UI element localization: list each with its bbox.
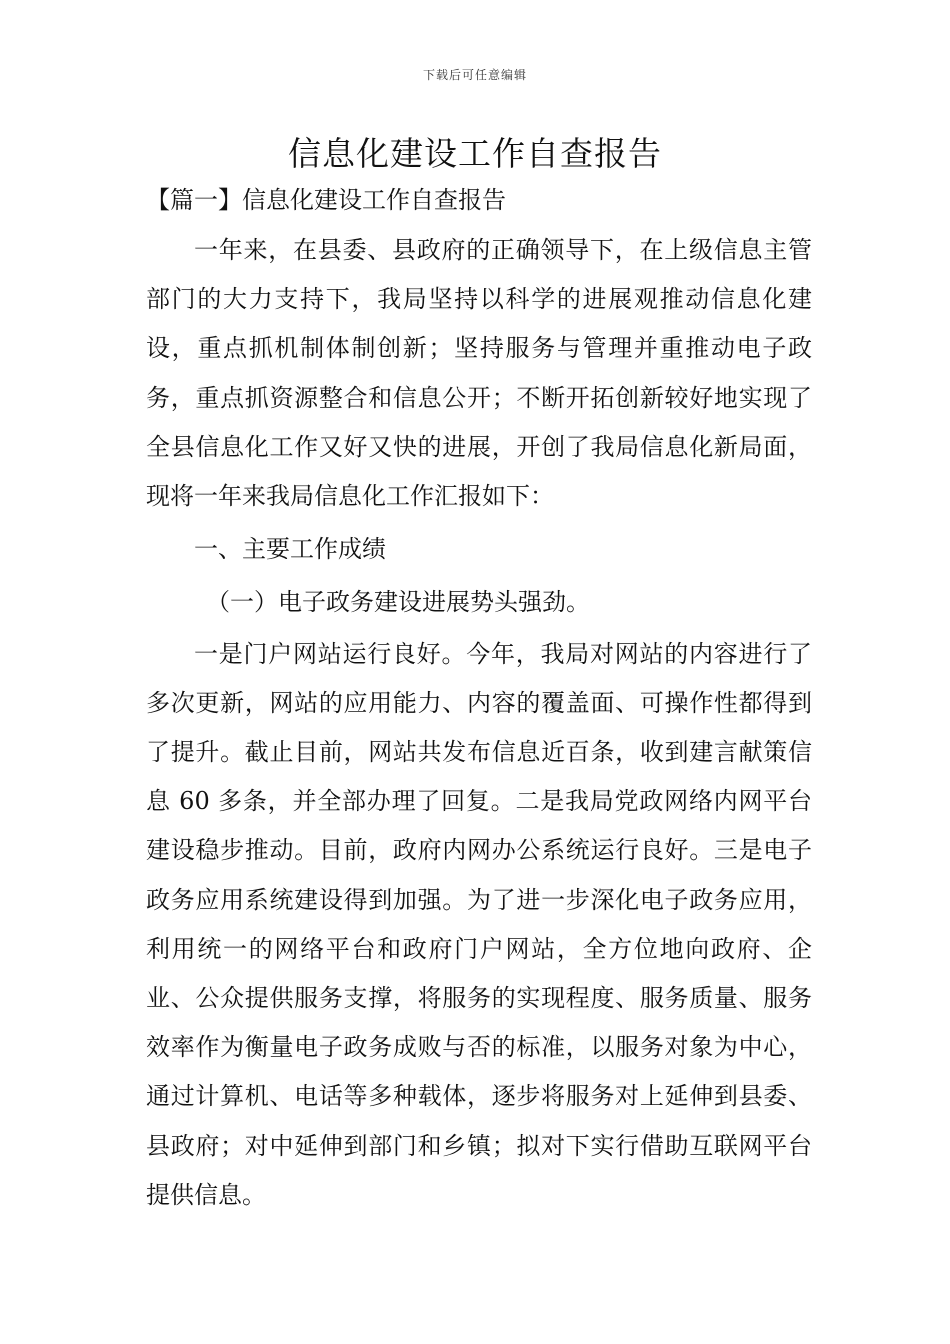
paragraph-intro: 一年来，在县委、县政府的正确领导下，在上级信息主管部门的大力支持下，我局坚持以科学的进展观推动信息化建设，重点抓机制体制创新；坚持服务与管理并重推动电子政务，重点抓资源整合和信息公开；不断开拓创新较好地实现了全县信息化工作又好又快的进展，开创了我局信息化新局面，现将一年来我局信息化工作汇报如下： [146, 236, 812, 511]
heading-main-achievements: 一、主要工作成绩 [194, 535, 386, 564]
header-note: 下载后可任意编辑 [422, 68, 527, 82]
document-body [146, 226, 812, 1220]
document-title: 信息化建设工作自查报告 [288, 134, 662, 173]
subheading-egov: （一）电子政务建设进展势头强劲。 [206, 588, 590, 617]
paragraph-egov-details: 一是门户网站运行良好。今年，我局对网站的内容进行了多次更新，网站的应用能力、内容的覆盖面、可操作性都得到了提升。截止目前，网站共发布信息近百条，收到建言献策信息 60 多条，并全部办理了回复。二是我局党政网络内网平台建设稳步推动。目前，政府内网办公系统运行良好。三是电子政务应用系统建设得到加强。为了进一步深化电子政务应用，利用统一的网络平台和政府门户网站，全方位地向政府、企业、公众提供服务支撑，将服务的实现程度、服务质量、服务效率作为衡量电子政务成败与否的标准，以服务对象为中心，通过计算机、电话等多种载体，逐步将服务对上延伸到县委、县政府；对中延伸到部门和乡镇；拟对下实行借助互联网平台提供信息。 [146, 639, 812, 1209]
section-heading: 【篇一】信息化建设工作自查报告 [146, 186, 506, 214]
